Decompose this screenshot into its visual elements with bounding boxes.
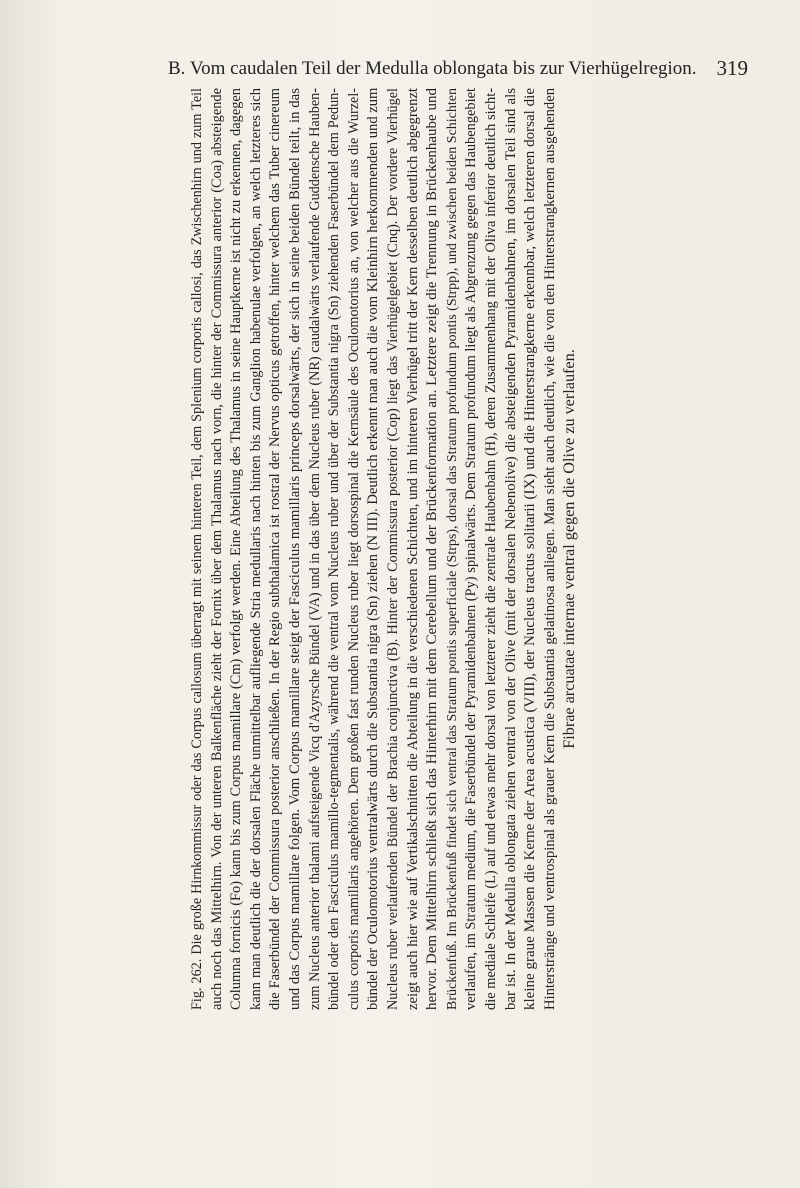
caption-line: zeigt auch hier wie auf Vertikalschnitten die Abteilung in die verschiedenen Schichten, und im hinteren Vierhügel tritt der Kern desselben deutlich abgegrenzt (404, 88, 421, 1010)
header-title: B. Vom caudalen Teil der Medulla oblongata bis zur Vierhügelregion. (168, 58, 697, 79)
caption-line: die Faserbündel der Commissura posterior anschließen. In der Regio subthalamica ist rostral der Nervus opticus getroffen, hinter welchem das Tuber cinereum (267, 88, 284, 1010)
caption-line: kann man deutlich die der dorsalen Fläche unmittelbar aufliegende Stria medullaris nach hinten bis zum Ganglion habenulae verfolgen, an welch letzteres sich (247, 88, 264, 1010)
caption-line: und das Corpus mamillare folgen. Vom Corpus mamillare steigt der Fasciculus mamillaris princeps dorsalwärts, der sich in seine beiden Bündel teilt, in das (286, 88, 303, 1010)
caption-line: zum Nucleus anterior thalami aufsteigende Vicq d'Azyrsche Bündel (VA) und in das über dem Nucleus ruber (NR) caudalwärts verlaufende Guddensche Hauben- (306, 88, 323, 1010)
caption-line: bündel oder den Fasciculus mamillo-tegmentalis, während die ventral vom Nucleus ruber und über der Substantia nigra (Sn) ziehenden Faserbündel dem Pedun- (326, 88, 343, 1010)
caption-line: Fig. 262. Die große Hirnkommissur oder das Corpus callosum überragt mit seinem hinteren Teil, dem Splenium corporis callosi, das Zwischenhirn und zum Teil (189, 88, 205, 1010)
caption-line: bündel der Oculomotorius ventralwärts durch die Substantia nigra (Sn) ziehen (N III). Deutlich erkennt man auch die vom Kleinhirn herkommenden und zum (365, 87, 382, 1010)
caption-line: bar ist. In der Medulla oblongata ziehen ventral von der Olive (mit der dorsalen Nebenolive) die absteigenden Pyramidenbahnen, im dorsalen Teil sind als (502, 88, 519, 1010)
caption-line: Hinterstränge und ventrospinal als grauer Kern die Substantia gelatinosa anliegen. Man sieht auch deutlich, wie die von den Hinterstrangkernen ausgehenden (541, 88, 558, 1010)
caption-line: auch noch das Mittelhirn. Von der unteren Balkenfläche zieht der Fornix über dem Thalamus nach vorn, die hinter der Commissura anterior (Coa) absteigende (208, 88, 225, 1010)
caption-line: hervor. Dem Mittelhirn schließt sich das Hinterhirn mit dem Cerebellum und der Brückenformation an. Letztere zeigt die Trennung in Brückenhaube und (424, 88, 441, 1010)
caption-line: Brückenfuß. Im Brückenfuß findet sich ventral das Stratum pontis superficiale (Strps), dorsal das Stratum profundum pontis (Strpp), und zwischen beiden Schichten (444, 88, 460, 1010)
running-header (168, 56, 748, 84)
page-number: 319 (716, 56, 748, 80)
caption-last-line: Fibrae arcuatae internae ventral gegen die Olive zu verlaufen. (560, 349, 579, 749)
figure-caption-block (188, 87, 579, 1010)
caption-line: Columna fornicis (Fo) kann bis zum Corpus mamillare (Cm) verfolgt werden. Eine Abteilung des Thalamus in seine Hauptkerne ist nicht zu erkennen, dagegen (228, 88, 245, 1010)
caption-line: kleine graue Massen die Kerne der Area acustica (VIII), der Nucleus tractus solitarii (IX) und die Hinterstrangkerne erkennbar, welch letzteren dorsal die (522, 88, 539, 1010)
caption-line: die mediale Schleife (L) auf und etwas mehr dorsal von letzterer zieht die zentrale Haubenbahn (H), deren Zusammenhang mit der Oliva inferior deutlich sicht- (482, 88, 499, 1010)
rotated-caption-text (188, 87, 579, 1010)
caption-line: Nucleus ruber verlaufenden Bündel der Brachia conjunctiva (B). Hinter der Commissura posterior (Cop) liegt das Vierhügelgebiet (Cnq). Der vordere Vierhügel (384, 88, 401, 1010)
caption-line: verlaufen, im Stratum medium, die Faserbündel der Pyramidenbahnen (Py) spinalwärts. Dem Stratum profundum liegt als Abgrenzung gegen das Haubengebiet (463, 88, 480, 1010)
caption-line: culus corporis mamillaris angehören. Dem großen fast runden Nucleus ruber liegt dorsospinal die Kernsäule des Oculomotorius an, von welcher aus die Wurzel- (345, 88, 362, 1010)
